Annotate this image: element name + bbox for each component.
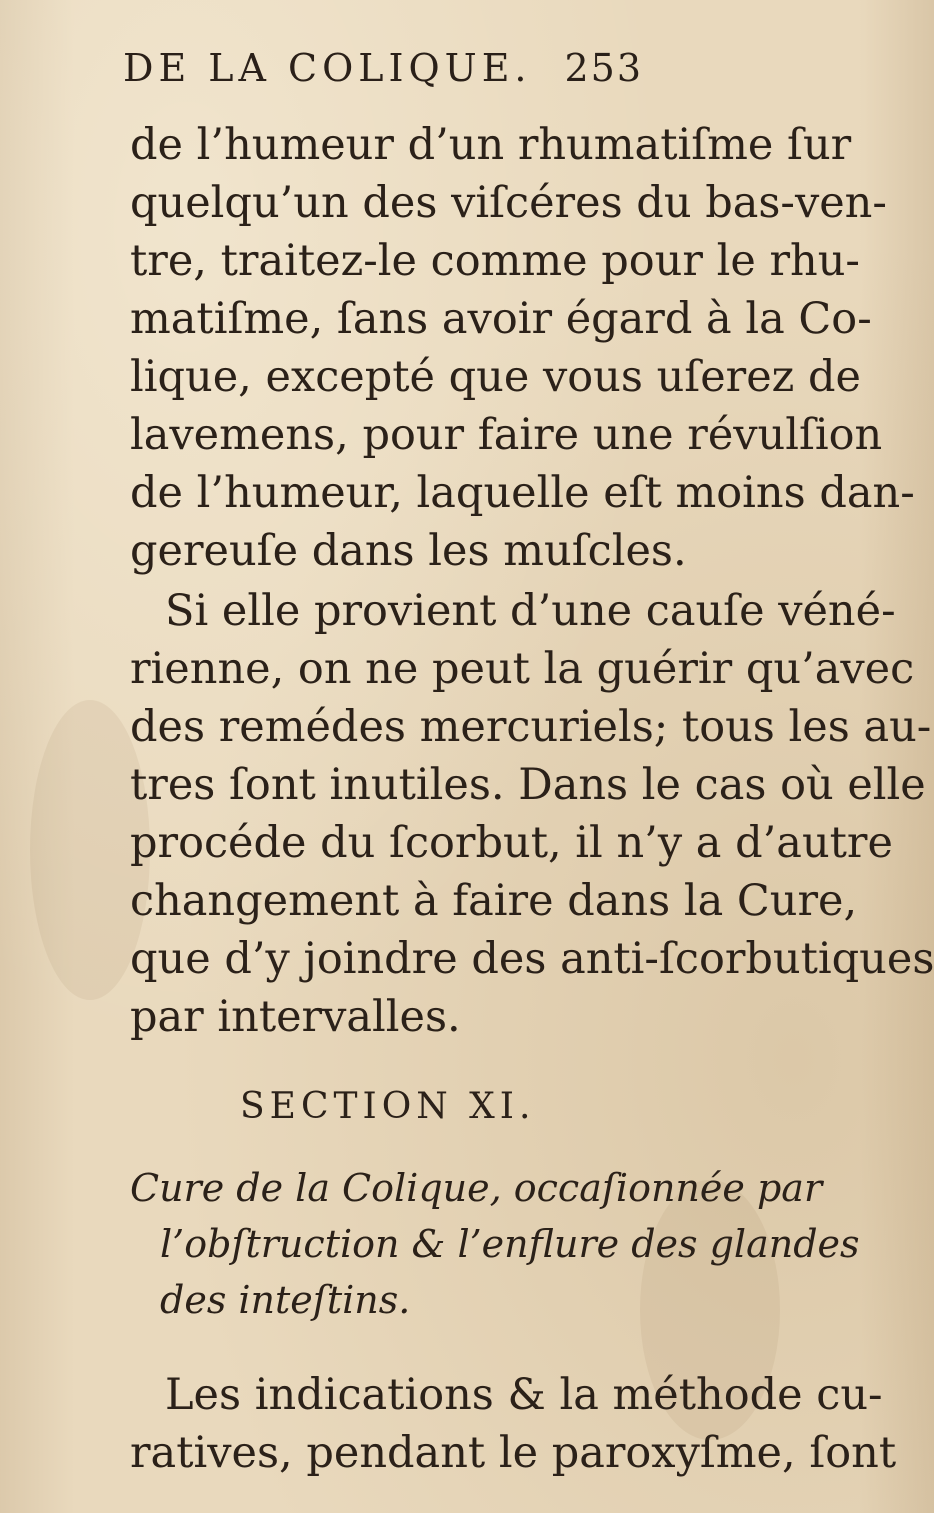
text-line: tre, traitez-le comme pour le rhu- [130,236,860,286]
text-line: ratives, pendant le paroxyſme, ſont [130,1428,897,1478]
text-line: rienne, on ne peut la guérir qu’avec [130,644,915,694]
text-line: par intervalles. [130,992,461,1042]
text-line: des remédes mercuriels; tous les au- [130,702,932,752]
text-line: tres ſont inutiles. Dans le cas où elle [130,760,926,810]
text-line: procéde du ſcorbut, il n’y a d’autre [130,818,893,868]
caption-line: des inteſtins. [160,1278,411,1322]
running-title: DE LA COLIQUE. [123,46,532,90]
caption-line: Cure de la Colique, occaſionnée par [130,1166,823,1210]
page-number: 253 [564,46,643,90]
text-line: Si elle provient d’une cauſe véné- [165,586,896,636]
caption-line: l’obſtruction & l’enflure des glandes [160,1222,860,1266]
text-line: de l’humeur, laquelle eſt moins dan- [130,468,915,518]
text-line: quelqu’un des viſcéres du bas-ven- [130,178,887,228]
text-line: gereuſe dans les muſcles. [130,526,687,576]
text-line: matiſme, ſans avoir égard à la Co- [130,294,872,344]
page-header [123,38,643,98]
text-line: de l’humeur d’un rhumatiſme ſur [130,120,852,170]
text-line: que d’y joindre des anti-ſcorbutiques [130,934,934,984]
text-line: changement à faire dans la Cure, [130,876,858,926]
text-line: lavemens, pour faire une révulſion [130,410,883,460]
text-line: lique, excepté que vous uſerez de [130,352,861,402]
section-heading: SECTION XI. [240,1086,536,1127]
text-line: Les indications & la méthode cu- [165,1370,883,1420]
